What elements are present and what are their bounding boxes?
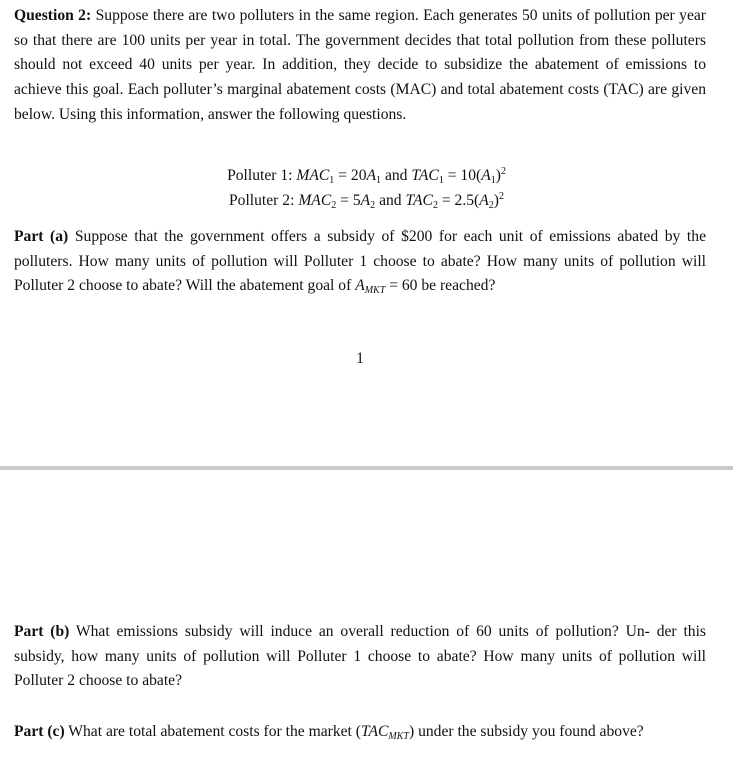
question-2-line-3: total pollution from these polluters should not exceed 40 units per year. In addition, they decide [14, 31, 706, 74]
tac2-variable: A [479, 191, 489, 209]
part-b-line-3: of pollution will Polluter 2 choose to abate? [14, 647, 707, 690]
tac2-subscript: 2 [432, 199, 438, 211]
question-2-line-4: to subsidize the abatement of emissions to achieve this goal. Each polluter’s marginal abatement [14, 56, 707, 99]
part-a-amkt-variable: A [355, 277, 365, 295]
tac1-symbol: TAC [411, 167, 439, 184]
part-a-amkt-subscript: MKT [364, 285, 386, 297]
part-a-heading: Part (a) [14, 228, 69, 245]
tac2-variable-subscript: 2 [488, 199, 494, 211]
part-c-tacmkt-variable: TAC [360, 723, 389, 740]
tac1-exponent: 2 [500, 166, 506, 177]
question-2-line-1: Suppose there are two polluters in the same region. Each generates 50 units of [95, 7, 590, 24]
mac1-coefficient: = 20 [338, 167, 367, 184]
mac2-subscript: 2 [331, 199, 337, 211]
polluter-1-label: Polluter 1: [227, 167, 293, 184]
part-a-line-3-end: = 60 be reached? [389, 277, 496, 295]
part-a-paragraph [14, 225, 706, 299]
part-b-heading: Part (b) [14, 623, 70, 640]
part-a-line-2: by the polluters. How many units of pollution will Polluter 1 choose to abate? How many units [14, 228, 706, 270]
part-a-line-3: of pollution will Polluter 2 choose to abate? Will the abatement goal of [14, 252, 706, 295]
equation-polluter-1 [0, 164, 733, 189]
document-page-2 [0, 470, 733, 764]
tac1-variable: A [481, 167, 491, 184]
tac1-variable-subscript: 1 [490, 175, 496, 186]
part-b-line-1: What emissions subsidy will induce an overall reduction of 60 units of pollution? Un- [75, 623, 650, 640]
part-c-tacmkt-subscript: MKT [388, 731, 409, 742]
part-c-heading: Part (c) [14, 723, 65, 740]
tac2-close-paren: ) [493, 191, 499, 209]
polluter-2-and: and [379, 191, 402, 209]
part-b-line-2: der this subsidy, how many units of pollution will Polluter 1 choose to abate? How many units [14, 623, 706, 665]
question-2-heading: Question 2: [14, 7, 92, 24]
mac1-variable-subscript: 1 [376, 175, 382, 186]
polluter-2-label: Polluter 2: [229, 191, 295, 209]
question-2-line-6: the following questions. [255, 105, 407, 123]
page-number: 1 [356, 350, 364, 367]
polluter-1-and: and [384, 167, 408, 184]
tac2-symbol: TAC [405, 191, 433, 209]
mac2-symbol: MAC [298, 191, 332, 209]
question-2-line-5: costs (MAC) and total abatement costs (TAC) are given below. Using this information, answer [14, 81, 706, 123]
tac1-subscript: 1 [438, 175, 444, 186]
mac1-variable: A [366, 167, 377, 184]
part-c-line-2: found above? [559, 723, 644, 740]
mac2-variable: A [360, 191, 371, 209]
mac1-symbol: MAC [296, 167, 330, 184]
mac1-subscript: 1 [329, 175, 335, 186]
part-c-line-1-end: ) under the subsidy you [408, 723, 556, 740]
equation-polluter-2 [0, 189, 733, 214]
part-b-paragraph [14, 620, 706, 694]
tac2-coefficient: = 2.5( [441, 191, 480, 209]
mac2-variable-subscript: 2 [370, 199, 376, 211]
part-a-line-1: Suppose that the government offers a subsidy of $200 for each unit of emissions abated [74, 228, 659, 245]
tac1-close-paren: ) [495, 167, 501, 184]
part-c-line-1: What are total abatement costs for the market ( [68, 723, 361, 740]
mac2-coefficient: = 5 [340, 191, 361, 209]
tac1-coefficient: = 10( [447, 167, 482, 184]
equation-block [0, 164, 733, 213]
question-2-line-2: pollution per year so that there are 100 units per year in total. The government decides that [14, 7, 706, 49]
tac2-exponent: 2 [498, 190, 504, 202]
part-c-paragraph [14, 720, 706, 745]
question-2-paragraph [14, 4, 706, 128]
